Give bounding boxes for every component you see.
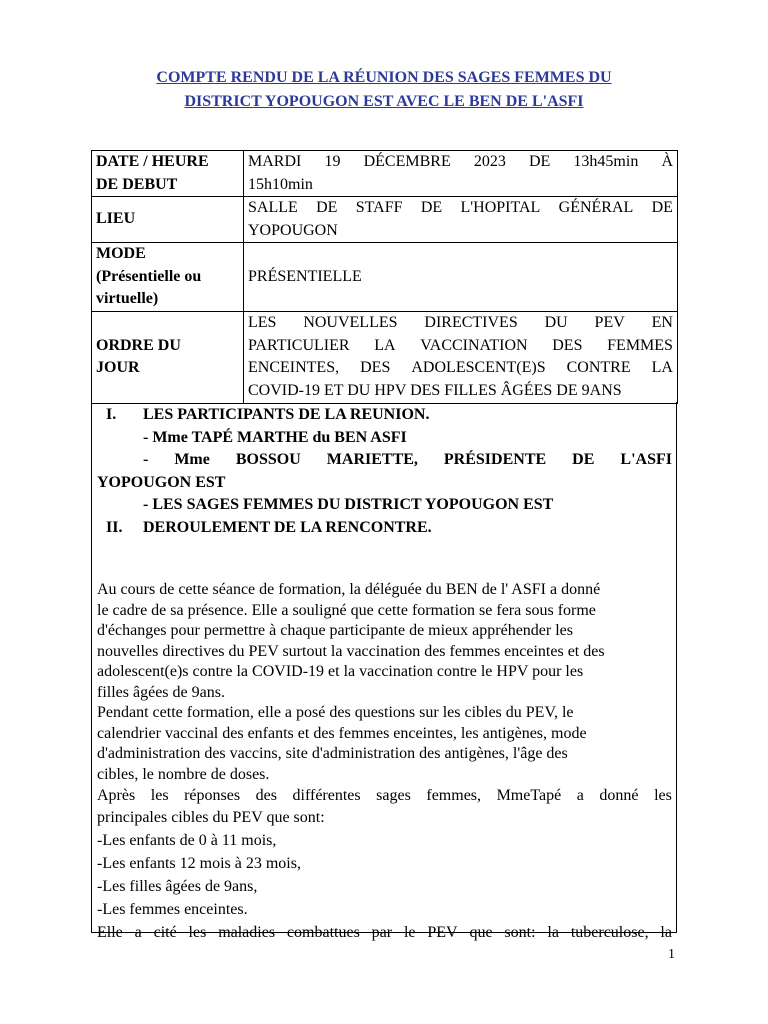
participant-item-2 [143,449,672,472]
word: des [255,787,277,804]
word: sont: [504,924,536,941]
section-heading-deroulement [92,517,676,540]
word: combattues [286,924,360,941]
word: ADOLESCENT(E)S [411,359,546,376]
word: réponses [184,787,241,804]
mode-label-line-3: virtuelle) [96,290,159,307]
word: VACCINATION [420,336,528,354]
word: CONTRE [566,359,631,376]
narrative-line [97,921,672,944]
target-list-item: -Les filles âgées de 9ans, [97,878,258,895]
narrative-line: cibles, le nombre de doses. [97,765,270,783]
word: PARTICULIER [248,336,350,354]
mode-label-line-1: MODE [96,245,146,262]
table-row-ordre [92,311,678,403]
word: le [403,924,416,941]
date-label-line-2: DE DEBUT [96,175,178,193]
word: Mme [174,451,210,468]
word: BOSSOU [235,451,301,468]
deroulement-heading: DEROULEMENT DE LA RENCONTRE. [143,518,432,536]
date-label-line-1: DATE / HEURE [96,153,209,170]
word: la [660,924,672,941]
participant-item [92,449,676,494]
date-value-line-1 [248,151,673,174]
table-row-date [92,151,678,197]
document-title [90,66,678,114]
ordre-label [92,311,244,403]
section-heading-participants [92,404,676,427]
date-label [92,151,244,197]
ordre-value-line-3 [248,357,673,380]
word: STAFF [355,199,403,216]
word: - [143,451,149,468]
word: MARIETTE, [326,451,418,468]
word: différentes [292,787,361,804]
date-value-line-2: 15h10min [248,175,313,193]
target-list-item: -Les enfants de 0 à 11 mois, [97,832,277,849]
word: maladies [218,924,276,941]
word: les [654,787,672,804]
word: MmeTapé [496,787,562,804]
narrative-line: d'administration des vaccins, site d'administration des antigènes, l'âge des [97,745,568,762]
participant-item-1: - Mme TAPÉ MARTHE du BEN ASFI [143,428,407,446]
word: 19 [324,153,341,170]
ordre-value-line-2 [248,335,673,358]
meeting-info-table [91,150,678,404]
mode-value: PRÉSENTIELLE [244,243,678,312]
word: PRÉSIDENTE [443,451,547,468]
participant-item [92,494,676,517]
table-row-mode [92,243,678,312]
word: 2023 [473,153,506,170]
word: sages [376,787,411,804]
title-line-1: COMPTE RENDU DE LA RÉUNION DES SAGES FEMMES DU [156,69,612,86]
word: DE [420,199,443,216]
word: DU [544,314,568,331]
word: DE [528,153,551,170]
word: Elle [97,924,123,941]
word: donné [599,787,639,804]
word: DE [651,199,673,216]
word: que [469,924,493,941]
word: femmes, [426,787,482,804]
table-row-lieu [92,197,678,243]
word: DÉCEMBRE [363,153,451,170]
lieu-value [244,197,678,243]
report-body-box [91,402,677,941]
ordre-label-line-1: ORDRE DU [96,336,181,354]
word: À [661,153,673,170]
narrative-line: d'échanges pour permettre à chaque participante de mieux appréhender les [97,622,573,639]
target-list-item: -Les enfants 12 mois à 23 mois, [97,855,301,872]
narrative-line: Pendant cette formation, elle a posé des questions sur les cibles du PEV, le [97,704,574,721]
word: DES [360,359,391,376]
section-number-2: II. [106,518,123,536]
word: a [134,924,142,941]
participant-item-3: - LES SAGES FEMMES DU DISTRICT YOPOUGON EST [143,496,554,513]
narrative-line: adolescent(e)s contre la COVID-19 et la vaccination contre le HPV pour les [97,663,584,680]
ordre-label-line-2: JOUR [96,359,140,376]
word: a [576,787,584,804]
word: SALLE [248,199,298,216]
narrative-line: nouvelles directives du PEV surtout la vaccination des femmes enceintes et des [97,642,605,660]
participant-item-2-continuation: YOPOUGON EST [97,473,226,491]
narrative-line: le cadre de sa présence. Elle a souligné que cette formation se fera sous forme [97,601,596,619]
narrative-line: filles âgées de 9ans. [97,683,225,701]
narrative-line: Au cours de cette séance de formation, la déléguée du BEN de l' ASFI a donné [97,581,601,598]
ordre-value-line-4: COVID-19 ET DU HPV DES FILLES ÂGÉES DE 9ANS [248,381,622,399]
word: PEV [594,314,625,331]
target-list-item: -Les femmes enceintes. [97,901,248,918]
mode-label-line-2: (Présentielle ou [96,267,202,285]
word: LA [651,359,673,376]
word: LA [374,336,396,354]
word: DES [552,336,583,354]
word: tuberculose, [570,924,649,941]
lieu-label: LIEU [92,197,244,243]
word: 13h45min [573,153,639,170]
word: PEV [427,924,458,941]
word: par [371,924,393,941]
word: les [150,787,169,804]
word: DIRECTIVES [424,314,518,331]
word: les [188,924,207,941]
ordre-value-line-1 [248,312,673,335]
date-value [244,151,678,197]
report-narrative [97,580,672,944]
word: MARDI [248,153,302,170]
word: Après [97,787,136,804]
section-number-1: I. [106,406,117,423]
word: L'HOPITAL [460,199,541,216]
lieu-value-line-2: YOPOUGON [248,221,338,239]
page-number: 1 [668,947,675,962]
narrative-line [97,785,672,807]
word: cité [153,924,177,941]
lieu-value-line-1 [248,197,673,220]
ordre-value [244,311,678,403]
narrative-line: principales cibles du PEV que sont: [97,809,325,826]
mode-label [92,243,244,312]
word: L'ASFI [620,451,672,468]
word: LES [248,314,277,331]
participants-heading: LES PARTICIPANTS DE LA REUNION. [143,406,430,423]
word: DE [572,451,595,468]
narrative-line: calendrier vaccinal des enfants et des femmes enceintes, les antigènes, mode [97,724,587,742]
title-line-2: DISTRICT YOPOUGON EST AVEC LE BEN DE L'ASFI [184,93,584,110]
word: NOUVELLES [303,314,398,331]
word: EN [651,314,673,331]
word: DE [316,199,338,216]
participants-section [92,404,676,539]
word: FEMMES [607,336,673,354]
word: GÉNÉRAL [558,199,634,216]
word: la [547,924,559,941]
word: ENCEINTES, [248,359,340,376]
participant-item [92,427,676,450]
